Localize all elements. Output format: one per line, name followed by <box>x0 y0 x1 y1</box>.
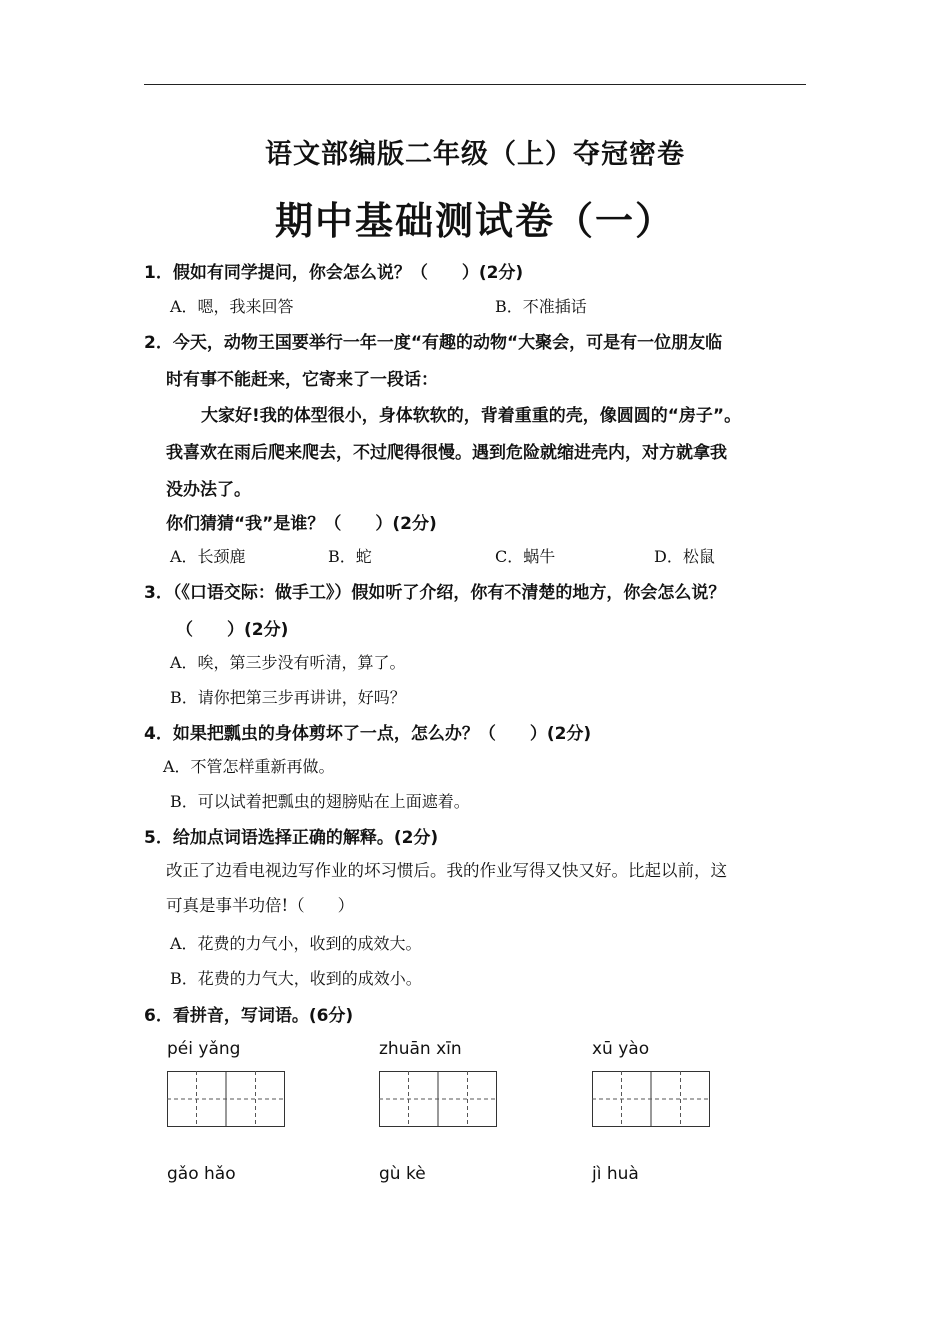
q3-option-b: B．请你把第三步再讲讲，好吗？ <box>170 688 406 707</box>
q6-writing-grid-3[interactable] <box>592 1071 710 1127</box>
q3-option-a: A．唉，第三步没有听清，算了。 <box>170 653 406 672</box>
exam-subtitle: 期中基础测试卷（一） <box>274 199 675 243</box>
q3-stem-line1: 3．（《口语交际：做手工》）假如听了介绍，你有不清楚的地方，你会怎么说？ <box>144 583 726 603</box>
q6-writing-grid-1[interactable] <box>167 1071 285 1127</box>
q1-option-a: A．嗯，我来回答 <box>170 297 294 316</box>
top-rule <box>144 84 806 85</box>
q2-passage-line1: 大家好!我的体型很小，身体软软的，背着重重的壳，像圆圆的“房子”。 <box>201 406 742 426</box>
q4-option-b: B．可以试着把瓢虫的翅膀贴在上面遮着。 <box>170 792 470 811</box>
q5-option-a: A．花费的力气小，收到的成效大。 <box>170 934 422 953</box>
exam-title: 语文部编版二年级（上）夺冠密卷 <box>265 139 685 170</box>
q2-stem-line2: 时有事不能赶来，它寄来了一段话： <box>166 370 438 390</box>
q2-passage-line2: 我喜欢在雨后爬来爬去，不过爬得很慢。遇到危险就缩进壳内，对方就拿我 <box>166 443 727 463</box>
q6-pinyin-4: gǎo hǎo <box>167 1164 236 1184</box>
q6-pinyin-2: zhuān xīn <box>379 1039 462 1059</box>
q6-pinyin-5: gù kè <box>379 1164 426 1184</box>
q2-option-a: A．长颈鹿 <box>170 547 246 566</box>
q6-pinyin-1: péi yǎng <box>167 1039 241 1059</box>
q2-passage-line3: 没办法了。 <box>166 480 251 500</box>
q2-stem-line1: 2．今天，动物王国要举行一年一度“有趣的动物“大聚会，可是有一位朋友临 <box>144 333 723 353</box>
q1-stem: 1．假如有同学提问，你会怎么说？（ ）(2分) <box>144 263 524 283</box>
q4-stem: 4．如果把瓢虫的身体剪坏了一点，怎么办？（ ）(2分) <box>144 724 592 744</box>
q2-option-b: B．蛇 <box>328 547 372 566</box>
q4-option-a: A．不管怎样重新再做。 <box>163 757 335 776</box>
q6-pinyin-3: xū yào <box>592 1039 650 1059</box>
q6-writing-grid-2[interactable] <box>379 1071 497 1127</box>
q5-stem: 5．给加点词语选择正确的解释。(2分) <box>144 828 439 848</box>
q2-question: 你们猜猜“我”是谁？（ ）(2分) <box>166 514 437 534</box>
q5-text-line2: 可真是事半功倍!（ ） <box>166 896 355 915</box>
q5-text-line1: 改正了边看电视边写作业的坏习惯后。我的作业写得又快又好。比起以前，这 <box>166 861 727 880</box>
q2-option-c: C．蜗牛 <box>495 547 556 566</box>
q3-stem-line2: （ ）(2分) <box>176 620 289 640</box>
q6-stem: 6．看拼音，写词语。(6分) <box>144 1006 354 1026</box>
q6-pinyin-6: jì huà <box>592 1164 639 1184</box>
q5-option-b: B．花费的力气大，收到的成效小。 <box>170 969 422 988</box>
q1-option-b: B．不准插话 <box>495 297 587 316</box>
q2-option-d: D．松鼠 <box>654 547 715 566</box>
